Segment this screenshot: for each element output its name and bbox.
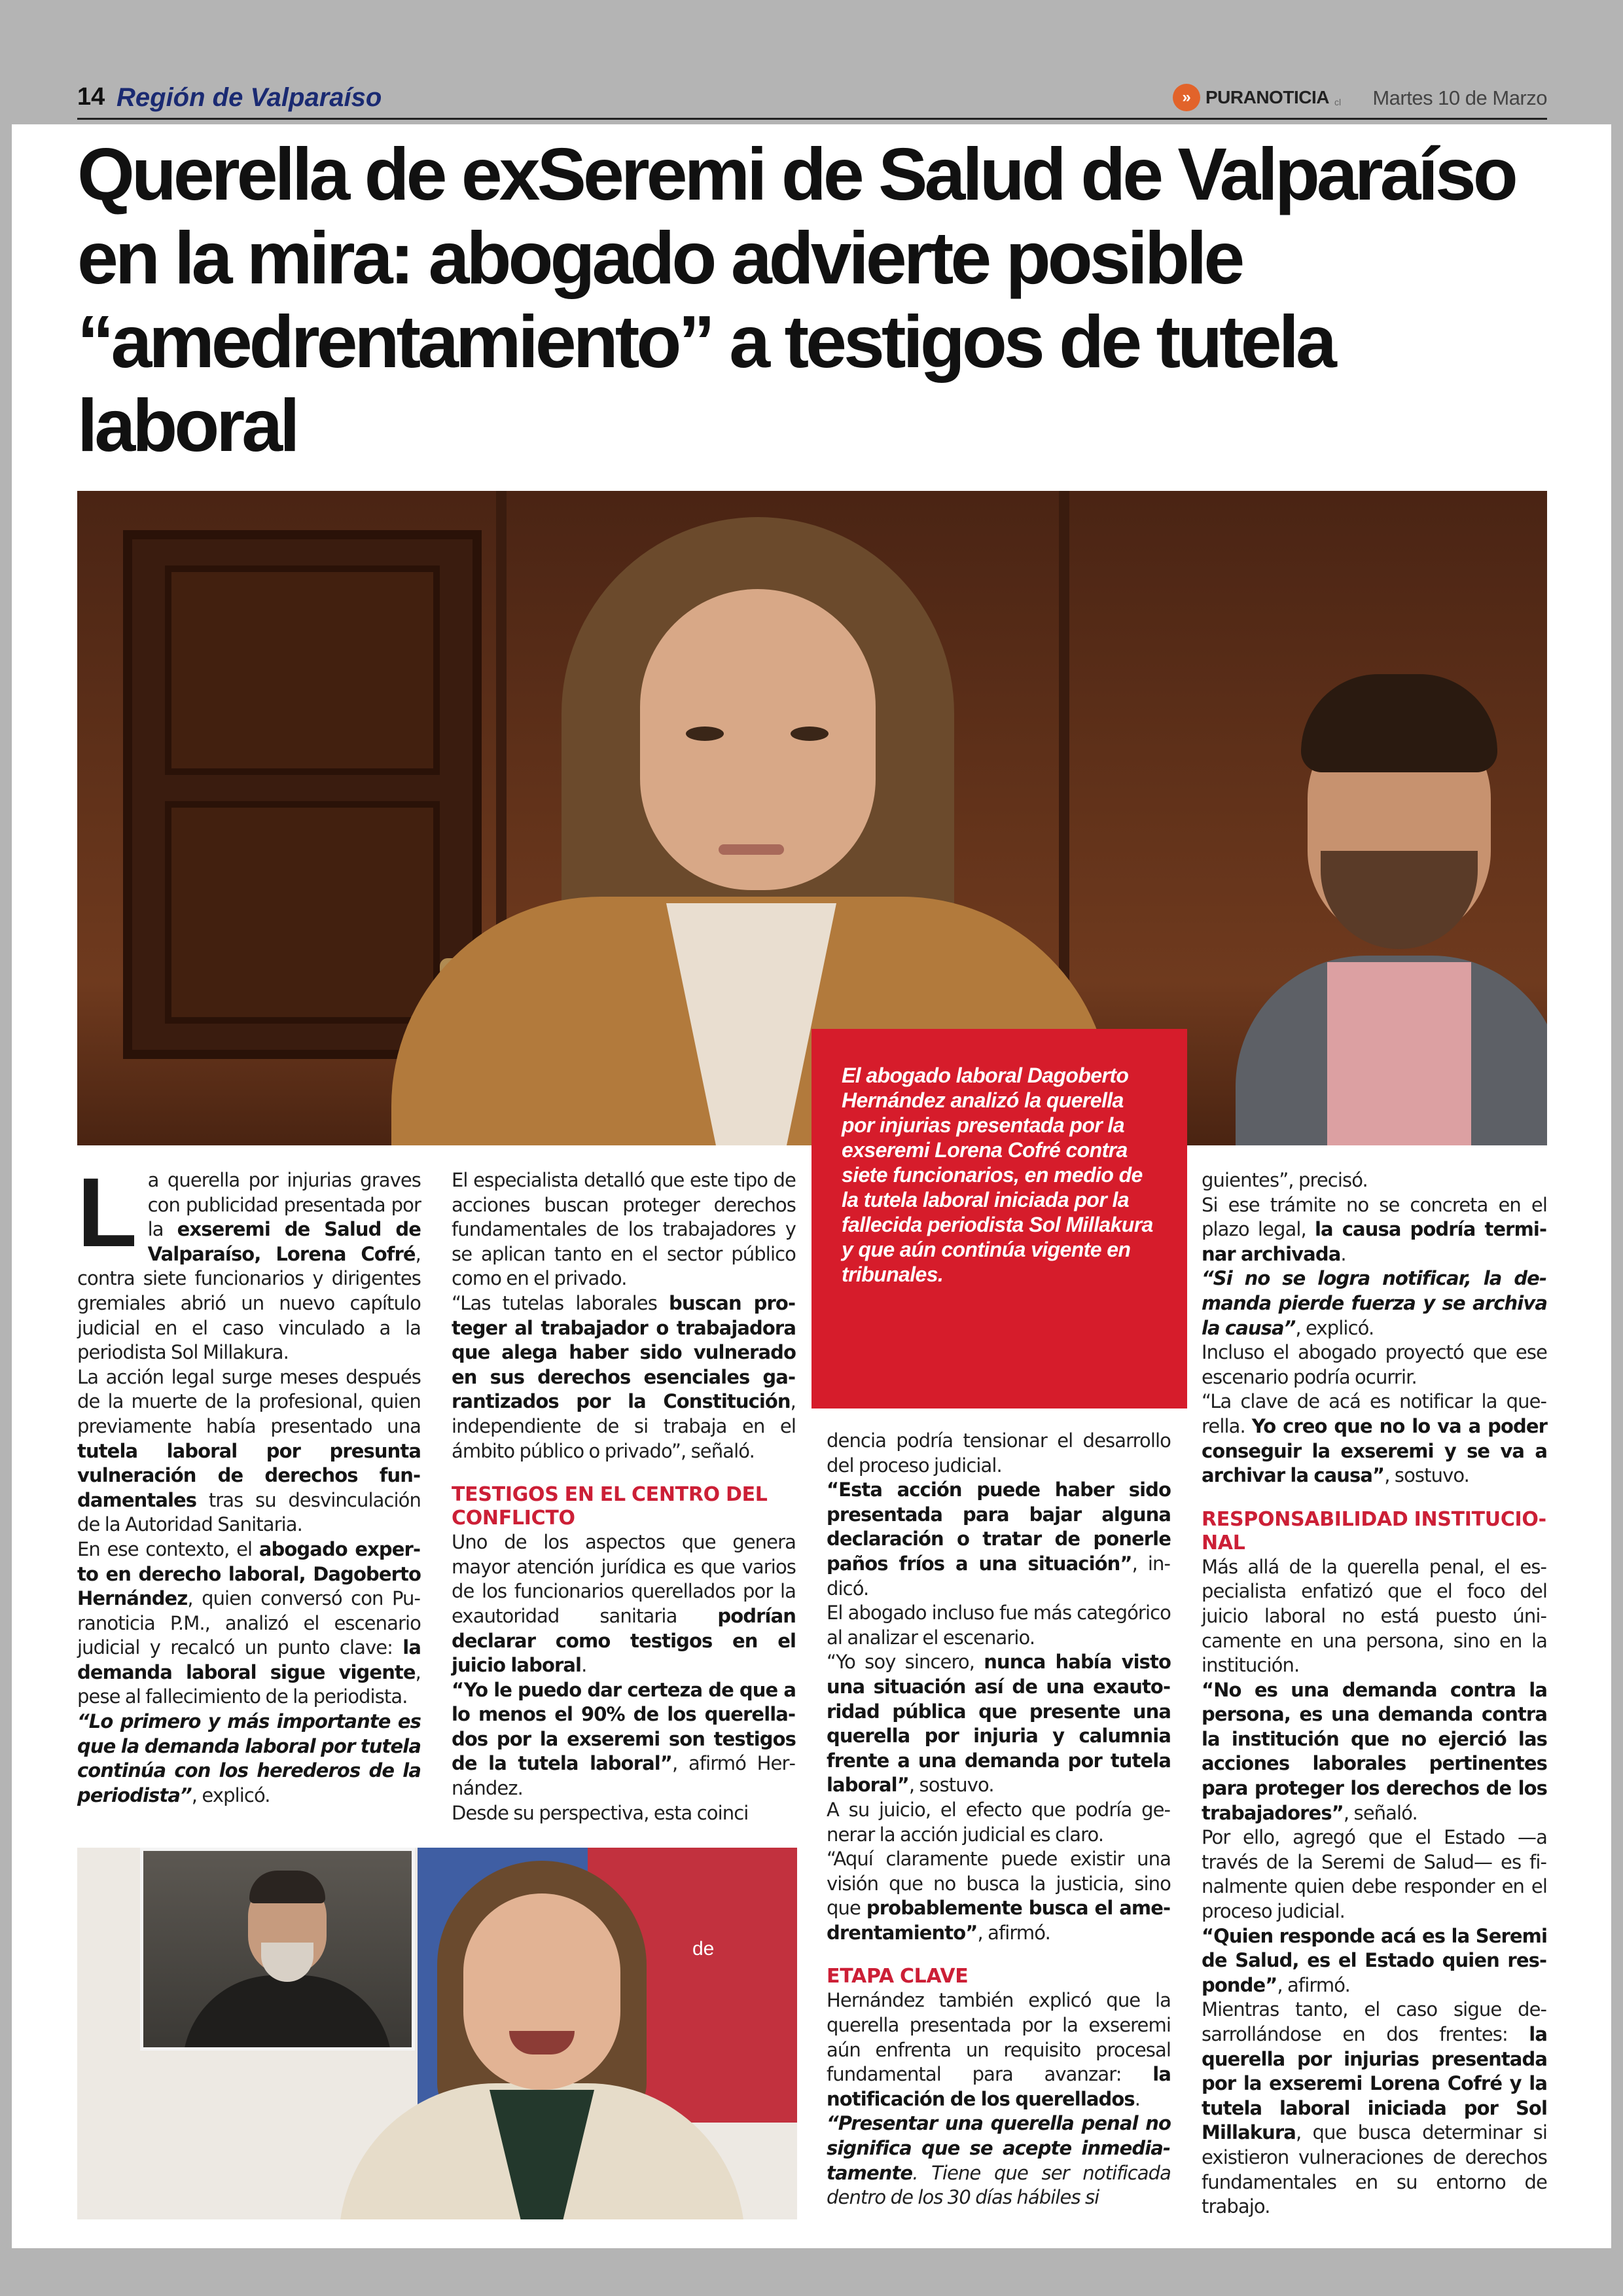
paragraph [452,1530,796,1678]
text-run: , sostuvo. [1384,1464,1469,1487]
text-run: “Presentar una querella penal no significa que se acepte inmediatamente [827,2112,1171,2184]
text-run: la demanda laboral sigue vigente [77,1636,421,1683]
text-run: . [1340,1242,1346,1265]
paragraph [1202,1390,1547,1488]
text-run: buscan proteger al trabajador o trabajadora que alega haber sido vulnerado en sus derechos esenciales garantizados por la Constitución [452,1291,796,1413]
text-run: , señaló. [1343,1801,1418,1824]
text-run: , explicó. [1295,1316,1374,1339]
issue-date: Martes 10 de Marzo [1372,86,1547,109]
paragraph [1202,1193,1547,1267]
text-run: “No es una demanda contra la persona, es una demanda contra la institución que no ejerció las acciones laborales pertinentes para proteger los derechos de los trabajadores” [1202,1678,1547,1824]
paragraph [827,2111,1171,2210]
column-text [827,1429,1171,1478]
section-name: Región de Valparaíso [116,83,382,112]
paragraph [452,1801,796,1826]
text-run: , indicó. [827,1552,1171,1600]
text-run: la querella por injurias presentada por la exseremi Lorena Cofré y la tutela laboral iniciada por Sol Millakura [1202,2023,1547,2144]
text-run: . Tiene que ser notificada dentro de los 30 días hábiles si [827,2161,1171,2209]
page-header [77,79,1547,120]
text-run: “Yo le puedo dar certeza de que a lo menos el 90% de los querellados por la exseremi son testigos de la tutela laboral” [452,1678,796,1775]
text-run: exseremi de Salud de Valparaíso, Lorena Cofré [147,1218,421,1265]
pull-quote-box [812,1029,1187,1408]
logo-text: PURANOTICIA [1205,87,1329,107]
text-run: , contra siete funcionarios y dirigentes gremiales abrió un nuevo capítulo judicial en el caso vinculado a la periodista Sol Millakura. [77,1242,421,1364]
paragraph [1202,1266,1547,1340]
logo-suffix: cl [1334,97,1342,107]
text-run: , afirmó. [977,1921,1050,1944]
text-run: La acción legal surge meses después de la muerte de la profesional, quien previamente había presentado una [77,1365,421,1437]
article-title: Querella de exSeremi de Salud de Valparaíso en la mira: abogado advierte posible “amedrentamiento” a testigos de tutela laboral [77,133,1515,467]
text-run: nunca había visto una situación así de una exautoridad pública que presente una querella por injuria y calumnia frente a una demanda por tutela laboral” [827,1651,1171,1797]
text-run: , afirmó. [1277,1973,1350,1996]
paragraph [77,1710,421,1808]
text-run: tras su desvinculación de la Autoridad Sanitaria. [77,1488,421,1536]
text-run: abogado experto en derecho laboral, Dagoberto Hernández [77,1537,421,1610]
paragraph [77,1537,421,1710]
text-run: . [1134,2087,1141,2110]
text-run: la notificación de los querellados [827,2063,1171,2110]
text-run: . [581,1654,587,1677]
text-run: , explicó. [191,1784,270,1806]
paragraph [1202,1678,1547,1826]
subheading: TESTIGOS EN EL CENTRO DEL CONFLICTO [452,1483,768,1530]
paragraph [1202,1825,1547,1924]
backdrop-sign-text: de [692,1938,715,1960]
paragraph [827,1847,1171,1945]
text-run: Yo creo que no lo va a poder conseguir la exseremi y se va a archivar la causa” [1202,1414,1548,1487]
logo-arrows-icon: » [1173,84,1200,111]
text-run: Uno de los aspectos que genera mayor atención jurídica es que varios de los funcionarios querellados por la exautoridad sanitaria [452,1531,796,1627]
text-run: a querella por injurias graves con publicidad presentada por la [147,1169,421,1241]
text-run: “La clave de acá es notificar la querella. [1202,1390,1547,1437]
page-number: 14 [77,83,105,111]
text-run: Hernández también explicó que la querella presentada por la exseremi aún enfrenta un requisito procesal fundamental para avanzar: [827,1989,1171,2086]
column-text [1202,1168,1547,1193]
text-run: “Si no se logra notificar, la demanda pierde fuerza y se archiva la causa” [1202,1267,1547,1339]
paragraph [1202,1340,1547,1390]
article-column-2 [452,1168,796,1825]
text-run: , independiente de si trabaja en el ámbito público o privado”, señaló. [452,1390,796,1462]
woman-speaking-figure [339,1861,745,2219]
article-column-4 [1202,1168,1547,2219]
text-run: El abogado incluso fue más categórico al analizar el escenario. [827,1602,1171,1649]
text-run: probablemente busca el amedrentamiento” [827,1897,1171,1944]
text-run: Mientras tanto, el caso sigue desarrollándose en dos frentes: [1202,1998,1547,2045]
text-run: En ese contexto, el [77,1537,259,1560]
paragraph [827,1798,1171,1847]
secondary-photo [77,1848,797,2219]
text-run: “Lo primero y más importante es que la demanda laboral por tutela continúa con los herederos de la periodista” [77,1710,421,1806]
paragraph [827,1601,1171,1650]
text-run: dencia podría tensionar el desarrollo del proceso judicial. [827,1429,1171,1477]
drop-cap: L [77,1157,137,1267]
text-run: , quien conversó con Puranoticia P.M., analizó el escenario judicial y recalcó un punto clave: [77,1587,421,1659]
paragraph [1202,1555,1547,1678]
paragraph [827,1478,1171,1601]
article-column-3 [827,1429,1171,2210]
text-run: la causa podría terminar archivada [1202,1218,1547,1265]
text-run: Por ello, agregó que el Estado —a través de la Seremi de Salud— es finalmente quien debe responder en el proceso judicial. [1202,1826,1547,1923]
paragraph [1202,1924,1547,1998]
pull-quote-text: El abogado laboral Dagoberto Hernández analizó la querella por injurias presentada por la exseremi Lorena Cofré contra siete funcionarios, en medio de la tutela laboral iniciada por la fallecida periodista Sol Millakura y que aún continúa vigente en tribunales. [842,1064,1153,1286]
text-run: “Yo soy sincero, [827,1651,984,1674]
paragraph [452,1291,796,1463]
text-run: “Esta acción puede haber sido presentada para bajar alguna declaración o tratar de ponerle paños fríos a una situación” [827,1479,1171,1575]
text-run: Incluso el abogado proyectó que ese escenario podría ocurrir. [1202,1341,1547,1388]
text-run: Más allá de la querella penal, el especialista enfatizó que el foco del juicio laboral no está puesto únicamente en una persona, sino en la institución. [1202,1555,1547,1677]
paragraph [452,1678,796,1801]
paragraph [827,1988,1171,2111]
text-run: “Las tutelas laborales [452,1291,669,1314]
text-run: “Aquí claramente puede existir una visión que no busca la justicia, sino que [827,1848,1171,1920]
text-run: guientes”, precisó. [1202,1169,1368,1191]
text-run: podrían declarar como testigos en el juicio laboral [452,1604,796,1677]
paragraph [77,1365,421,1537]
text-run: A su juicio, el efecto que podría generar la acción judicial es claro. [827,1798,1171,1846]
column-text [452,1168,796,1291]
text-run: El especialista detalló que este tipo de acciones buscan proteger derechos fundamentales de los trabajadores y se aplican tanto en el sector público como en el privado. [452,1169,796,1290]
subheading: RESPONSABILIDAD INSTITUCIONAL [1202,1507,1547,1554]
article-column-1 [77,1157,421,1808]
text-run: , pese al fallecimiento de la periodista. [77,1660,421,1708]
paragraph [827,1650,1171,1798]
subheading: ETAPA CLAVE [827,1965,969,1988]
man-figure [1222,674,1547,1145]
brand-logo [1173,84,1341,111]
text-run: Desde su perspectiva, esta coinci [452,1801,749,1824]
text-run: Si ese trámite no se concreta en el plazo legal, [1202,1193,1547,1241]
text-run: , sostuvo. [908,1774,994,1797]
text-run: “Quien responde acá es la Seremi de Salud, es el Estado quien responde” [1202,1924,1547,1996]
text-run: tutela laboral por presunta vulneración de derechos fundamentales [77,1439,421,1511]
text-run: , afirmó Hernández. [452,1752,796,1800]
text-run: , que busca determinar si existieron vulneraciones de derechos fundamentales en su entorno de trabajo. [1202,2121,1547,2218]
paragraph [1202,1998,1547,2219]
